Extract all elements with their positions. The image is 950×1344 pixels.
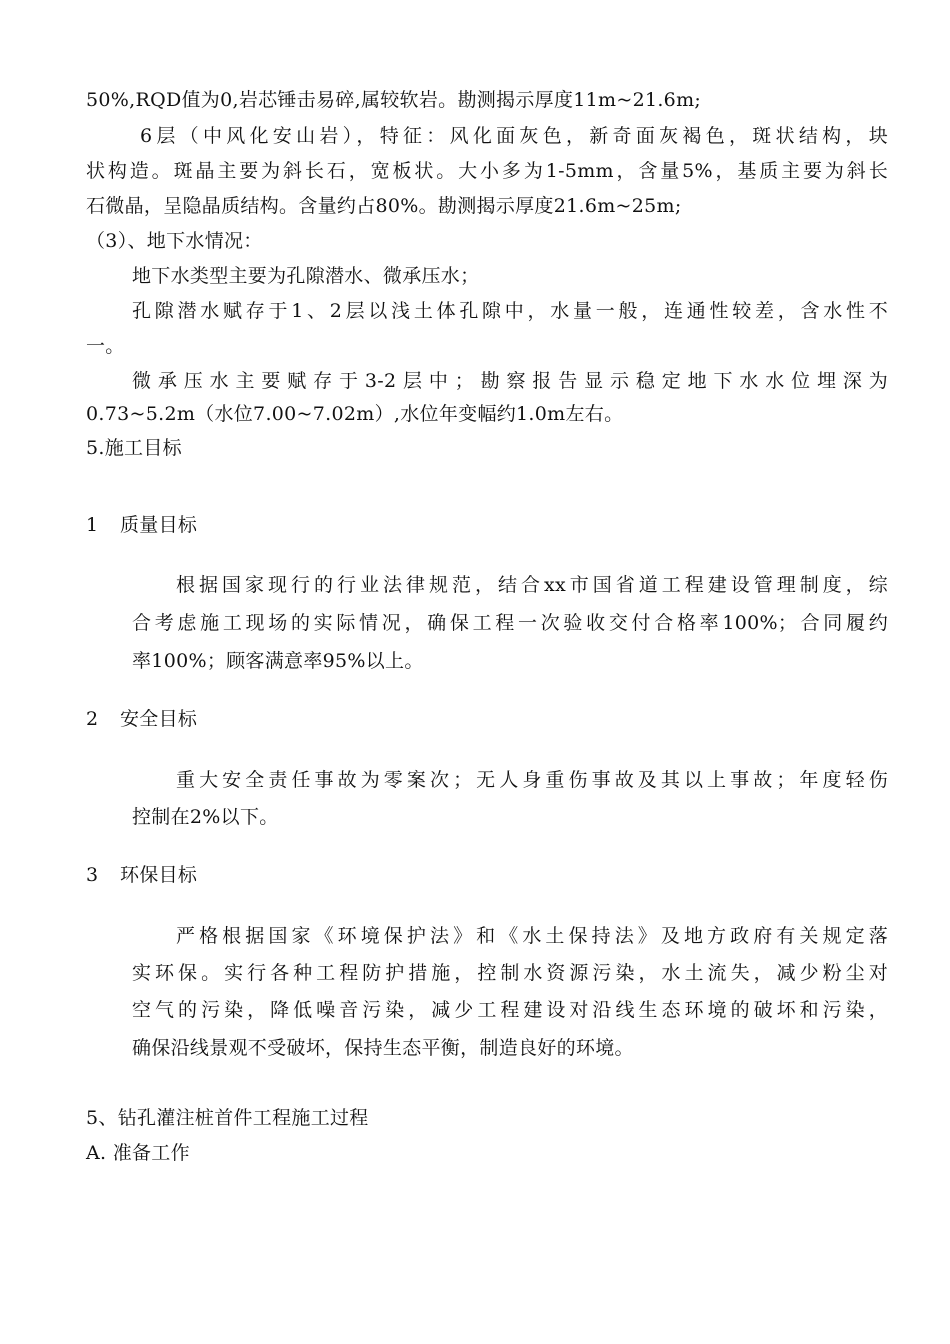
section-heading: 5.施工目标 bbox=[86, 437, 182, 459]
subsection-heading bbox=[86, 512, 197, 538]
heading-text: 质量目标 bbox=[120, 514, 198, 536]
text-line: 石微晶，呈隐晶质结构。含量约占80%。勘测揭示厚度21.6m~25m; bbox=[86, 195, 682, 217]
text-line: 严格根据国家《环境保护法》和《水土保持法》及地方政府有关规定落 bbox=[176, 925, 888, 947]
text-line: 实环保。实行各种工程防护措施，控制水资源污染，水土流失，减少粉尘对 bbox=[132, 962, 888, 984]
text-line: 合考虑施工现场的实际情况，确保工程一次验收交付合格率100%；合同履约 bbox=[132, 612, 888, 634]
text-line: 微承压水主要赋存于3-2层中；勘察报告显示稳定地下水水位埋深为 bbox=[132, 370, 888, 392]
heading-number: 1 bbox=[86, 514, 99, 536]
text-line: 50%,RQD值为0,岩芯锤击易碎,属较软岩。勘测揭示厚度11m~21.6m; bbox=[86, 89, 702, 111]
text-line: 重大安全责任事故为零案次；无人身重伤事故及其以上事故；年度轻伤 bbox=[176, 769, 888, 791]
heading-number: 2 bbox=[86, 708, 99, 730]
subsection-heading bbox=[86, 862, 197, 888]
text-line: 一。 bbox=[86, 335, 125, 357]
text-line: 6层（中风化安山岩），特征：风化面灰色，新奇面灰褐色，斑状结构，块 bbox=[140, 125, 888, 147]
text-line: 状构造。斑晶主要为斜长石，宽板状。大小多为1-5mm，含量5%，基质主要为斜长 bbox=[86, 160, 888, 182]
section-heading: （3）、地下水情况： bbox=[86, 230, 263, 252]
subsection-heading bbox=[86, 706, 197, 732]
text-line: 率100%；顾客满意率95%以上。 bbox=[132, 650, 424, 672]
text-line: 确保沿线景观不受破坏，保持生态平衡，制造良好的环境。 bbox=[132, 1037, 634, 1059]
heading-number: 3 bbox=[86, 864, 99, 886]
text-line: 孔隙潜水赋存于1、2层以浅土体孔隙中，水量一般，连通性较差，含水性不 bbox=[132, 300, 888, 322]
text-line: 0.73~5.2m（水位7.00~7.02m）,水位年变幅约1.0m左右。 bbox=[86, 403, 624, 425]
text-line: 控制在2%以下。 bbox=[132, 806, 279, 828]
text-line: 空气的污染，降低噪音污染，减少工程建设对沿线生态环境的破坏和污染， bbox=[132, 999, 888, 1021]
heading-text: 环保目标 bbox=[120, 864, 198, 886]
text-line: 根据国家现行的行业法律规范，结合xx市国省道工程建设管理制度，综 bbox=[176, 574, 888, 596]
section-heading: A. 准备工作 bbox=[86, 1142, 190, 1164]
text-line: 地下水类型主要为孔隙潜水、微承压水； bbox=[132, 265, 480, 287]
heading-text: 安全目标 bbox=[120, 708, 198, 730]
section-heading: 5、钻孔灌注桩首件工程施工过程 bbox=[86, 1107, 369, 1129]
